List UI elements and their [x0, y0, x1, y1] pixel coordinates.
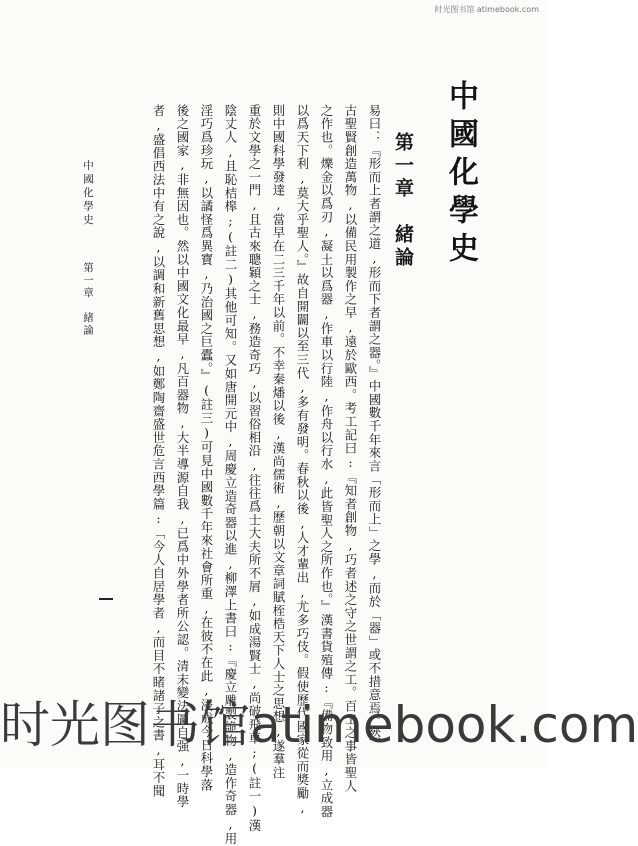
margin-chapter: 第一章 緒論	[82, 262, 94, 337]
header-url: 时光图书馆 atimebook.com	[434, 5, 539, 14]
body-line: 後之國家,非無因也。然以中國文化最早,凡百器物,大半導源自我,已爲中外學者所公認。清末變法圖自强,一時學	[175, 104, 190, 809]
watermark: 时光图书馆atimebook.com	[0, 696, 638, 754]
margin-book-title: 中國化學史	[82, 160, 94, 228]
book-title: 中國化學史	[443, 80, 478, 270]
body-line: 者,盛倡西法中有之說,以調和新舊思想,如鄭陶齋盛世危言西學篇:「今人自居學者,而目不睹諸子之書,耳不聞	[151, 104, 166, 798]
body-line: 之作也。爍金以爲刃,凝土以爲器,作車以行陸,作舟以行水,此皆聖人之所作也。』漢書貨殖傳:『備物致用,立成器	[319, 104, 334, 819]
page-number	[99, 598, 113, 600]
body-line: 古聖賢創造萬物,以備民用製作之早,遠於歐西。考工記曰:『知者創物,巧者述之守之世謂之工。百工之事皆聖人	[343, 104, 358, 793]
chapter-heading: 第一章 緒論	[392, 132, 414, 270]
body-line: 易曰：『形而上者謂之道,形而下者謂之器。』中國數千年來言「形而上」之學,而於「器」或不措意焉。然	[367, 104, 382, 742]
body-line: 以爲天下利,莫大乎聖人。』故自開闢以至三代,多有發明。春秋以後,人才輩出,尤多巧伎。假使歷代國家從而獎勵,	[295, 104, 310, 816]
body-line: 重於文學之一門,且古來聰穎之士,務造奇巧,以習俗相沿,往往爲士大夫所不屑,如成湯賢士,尚破飛車;(註一)漢	[247, 104, 262, 833]
body-line: 則中國科學發達,當早在二三千年以前。不幸秦燔以後,漢尚儒術,歷朝以文章詞賦桎梏天下人士之思想,遂羣注	[271, 104, 286, 780]
body-line: 淫巧爲珍玩,以譎怪爲異寶,乃治國之巨蠹。』(註三)可見中國數千年來社會所重,在彼不在此,浸成今日科學落	[199, 104, 214, 792]
body-line: 陰丈人,且恥桔槔;(註二)其他可知。又如唐開元中,周慶立造奇器以進,柳澤上書曰:『慶立雕製詭物,造作奇器,用	[223, 104, 238, 846]
